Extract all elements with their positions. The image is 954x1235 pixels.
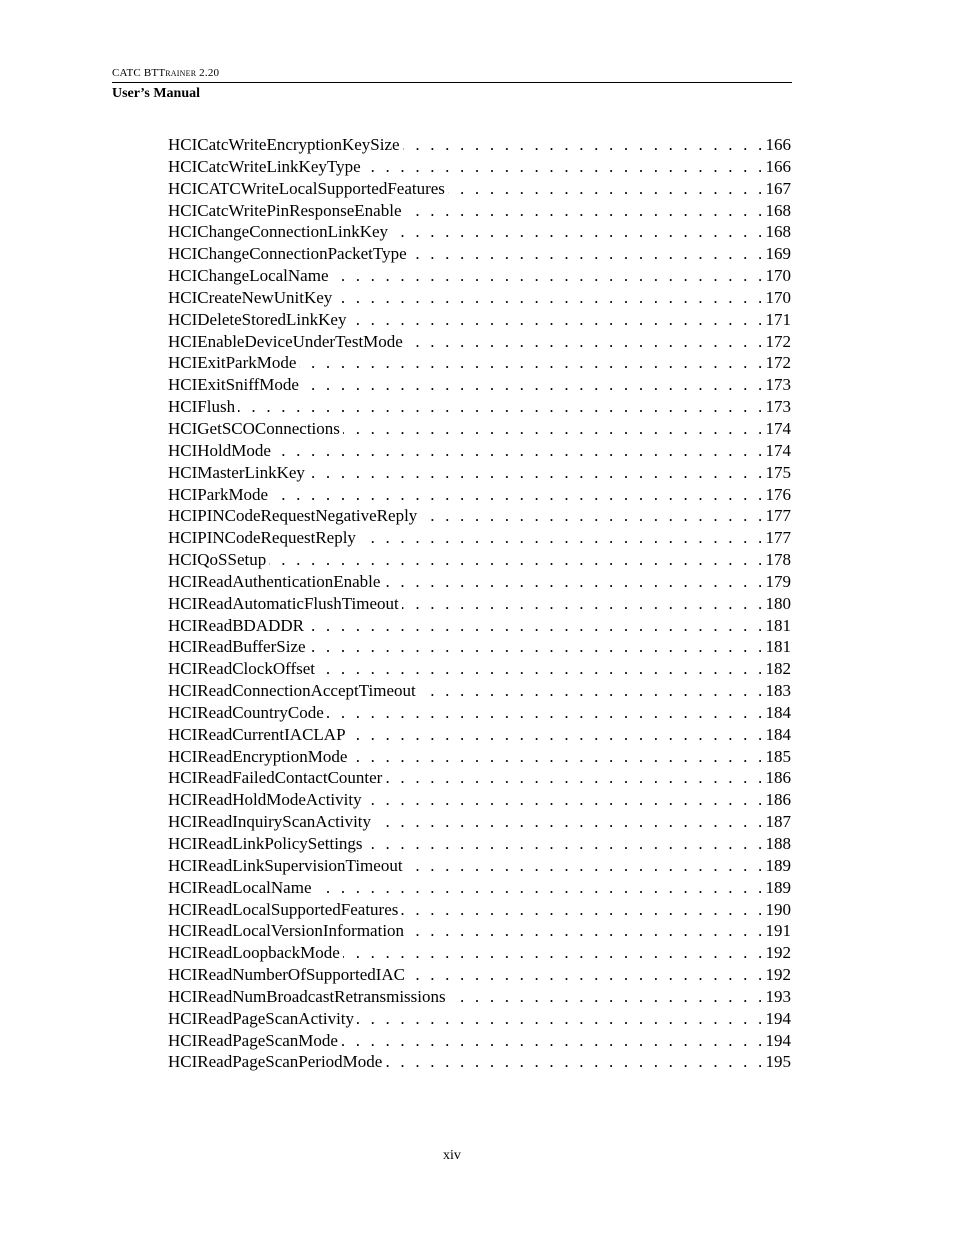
toc-entry-title[interactable]: HCIReadFailedContactCounter <box>168 768 383 788</box>
toc-entry-page-number[interactable]: 173 <box>765 397 791 417</box>
toc-entry-page-number[interactable]: 194 <box>765 1030 791 1050</box>
toc-entry-title[interactable]: HCIExitParkMode <box>168 353 297 373</box>
toc-entry-title[interactable]: HCIReadLocalName <box>168 877 312 897</box>
toc-entry-page-number[interactable]: 177 <box>765 528 791 548</box>
product-name-smallcaps: rainer <box>165 67 197 79</box>
toc-entry[interactable] <box>168 702 791 724</box>
toc-dot-leader <box>335 287 765 309</box>
toc-dot-leader <box>401 899 765 921</box>
toc-entry[interactable] <box>168 243 791 265</box>
toc-dot-leader <box>309 636 766 658</box>
toc-entry-title[interactable]: HCIReadLinkPolicySettings <box>168 834 363 853</box>
toc-entry-page-number[interactable]: 192 <box>765 965 791 985</box>
toc-dot-leader <box>383 571 765 593</box>
toc-entry-title[interactable]: HCIReadLoopbackMode <box>168 943 340 963</box>
toc-entry-title[interactable]: HCIReadCountryCode <box>168 702 324 722</box>
manual-title: User’s Manual <box>112 86 201 101</box>
toc-entry[interactable] <box>168 964 791 986</box>
toc-dot-leader <box>406 855 766 877</box>
toc-entry-page-number[interactable]: 169 <box>765 244 791 264</box>
toc-entry[interactable] <box>168 855 791 877</box>
page-number: xiv <box>443 1148 461 1163</box>
toc-entry-page-number[interactable]: 194 <box>765 1008 791 1028</box>
toc-entry-title[interactable]: HCIReadBufferSize <box>168 637 306 657</box>
toc-entry-title[interactable]: HCICATCWriteLocalSupportedFeatures <box>168 178 445 198</box>
toc-dot-leader <box>271 484 765 506</box>
toc-entry-title[interactable]: HCIChangeConnectionLinkKey <box>168 222 389 242</box>
toc-entry-title[interactable]: HCIReadClockOffset <box>168 659 315 679</box>
toc-entry-title[interactable]: HCIReadPageScanPeriodMode <box>168 1052 383 1072</box>
toc-entry[interactable] <box>168 636 791 658</box>
toc-entry-title[interactable]: HCIReadPageScanActivity <box>168 1008 355 1028</box>
toc-entry-title[interactable]: HCIMasterLinkKey <box>168 462 305 482</box>
toc-entry[interactable] <box>168 724 791 746</box>
toc-entry[interactable] <box>168 265 791 287</box>
toc-entry-title[interactable]: HCICreateNewUnitKey <box>168 287 333 307</box>
toc-entry[interactable] <box>168 571 791 593</box>
toc-entry-page-number[interactable]: 173 <box>765 375 791 395</box>
toc-entry[interactable] <box>168 200 791 222</box>
toc-entry-page-number[interactable]: 175 <box>765 462 791 482</box>
toc-entry[interactable] <box>168 680 791 702</box>
toc-entry-page-number[interactable]: 171 <box>765 309 791 329</box>
product-name-prefix: CATC BTT <box>112 67 166 79</box>
toc-dot-leader <box>365 789 766 811</box>
toc-dot-leader <box>343 418 766 440</box>
toc-entry-page-number[interactable]: 190 <box>765 899 791 919</box>
toc-entry-title[interactable]: HCIReadLocalSupportedFeatures <box>168 899 399 919</box>
toc-entry-title[interactable]: HCIPINCodeRequestReply <box>168 528 356 548</box>
toc-entry-title[interactable]: HCIReadAutomaticFlushTimeout <box>168 593 399 613</box>
toc-dot-leader <box>404 200 765 222</box>
toc-dot-leader <box>274 440 766 462</box>
toc-dot-leader <box>359 527 766 549</box>
toc-entry-page-number[interactable]: 178 <box>765 550 791 570</box>
toc-entry[interactable] <box>168 1051 791 1073</box>
toc-entry-page-number[interactable]: 168 <box>765 222 791 242</box>
toc-entry-page-number[interactable]: 184 <box>765 724 791 744</box>
toc-dot-leader <box>407 920 765 942</box>
toc-entry-page-number[interactable]: 172 <box>765 331 791 351</box>
toc-entry-title[interactable]: HCIReadEncryptionMode <box>168 746 348 766</box>
toc-entry-page-number[interactable]: 166 <box>765 135 791 154</box>
toc-entry[interactable] <box>168 811 791 833</box>
toc-entry-title[interactable]: HCICatcWritePinResponseEnable <box>168 200 402 220</box>
toc-entry-page-number[interactable]: 195 <box>765 1052 791 1072</box>
toc-entry[interactable] <box>168 156 791 178</box>
toc-dot-leader <box>308 462 766 484</box>
toc-dot-leader <box>408 964 765 986</box>
product-name <box>112 66 792 80</box>
toc-entry[interactable] <box>168 615 791 637</box>
toc-entry[interactable] <box>168 658 791 680</box>
toc-entry-title[interactable]: HCICatcWriteEncryptionKeySize <box>168 135 400 154</box>
toc-entry[interactable] <box>168 1008 791 1030</box>
toc-entry-title[interactable]: HCIFlush <box>168 397 236 417</box>
toc-dot-leader <box>318 658 766 680</box>
toc-entry-title[interactable]: HCIReadPageScanMode <box>168 1030 338 1050</box>
toc-entry-page-number[interactable]: 181 <box>765 615 791 635</box>
toc-entry[interactable] <box>168 789 791 811</box>
toc-entry-page-number[interactable]: 181 <box>765 637 791 657</box>
toc-dot-leader <box>364 156 766 178</box>
table-of-contents <box>168 134 791 1073</box>
toc-entry-page-number[interactable]: 193 <box>765 986 791 1006</box>
toc-dot-leader <box>315 877 766 899</box>
toc-entry-page-number[interactable]: 184 <box>765 702 791 722</box>
toc-dot-leader <box>357 1008 765 1030</box>
toc-entry-page-number[interactable]: 170 <box>765 266 791 286</box>
toc-entry-page-number[interactable]: 185 <box>765 746 791 766</box>
toc-entry-title[interactable]: HCIGetSCOConnections <box>168 418 340 438</box>
toc-entry[interactable] <box>168 352 791 374</box>
toc-entry-title[interactable]: HCIQoSSetup <box>168 550 267 570</box>
toc-entry-title[interactable]: HCICatcWriteLinkKeyType <box>168 156 361 176</box>
toc-entry[interactable] <box>168 134 791 156</box>
toc-dot-leader <box>403 134 766 156</box>
toc-dot-leader <box>448 178 766 200</box>
toc-entry-title[interactable]: HCIReadNumBroadcastRetransmissions <box>168 986 446 1006</box>
toc-entry-page-number[interactable]: 189 <box>765 855 791 875</box>
toc-dot-leader <box>341 1030 766 1052</box>
toc-entry-page-number[interactable]: 188 <box>765 834 791 853</box>
toc-entry-page-number[interactable]: 174 <box>765 418 791 438</box>
toc-entry[interactable] <box>168 331 791 353</box>
toc-dot-leader <box>385 767 765 789</box>
toc-entry-title[interactable]: HCIReadAuthenticationEnable <box>168 571 381 591</box>
toc-entry-title[interactable]: HCIReadLocalVersionInformation <box>168 921 405 941</box>
toc-entry[interactable] <box>168 462 791 484</box>
toc-dot-leader <box>302 374 766 396</box>
toc-dot-leader <box>349 724 766 746</box>
toc-dot-leader <box>327 702 766 724</box>
toc-entry-page-number[interactable]: 187 <box>765 812 791 832</box>
toc-entry-page-number[interactable]: 191 <box>765 921 791 941</box>
toc-dot-leader <box>366 833 766 855</box>
toc-entry[interactable] <box>168 746 791 768</box>
toc-entry-page-number[interactable]: 172 <box>765 353 791 373</box>
toc-entry-title[interactable]: HCIReadInquiryScanActivity <box>168 812 372 832</box>
toc-dot-leader <box>406 331 766 353</box>
toc-entry-title[interactable]: HCIExitSniffMode <box>168 375 299 395</box>
toc-dot-leader <box>385 1051 765 1073</box>
toc-entry[interactable] <box>168 505 791 527</box>
toc-entry[interactable] <box>168 418 791 440</box>
toc-dot-leader <box>349 309 765 331</box>
toc-entry-page-number[interactable]: 182 <box>765 659 791 679</box>
toc-entry-page-number[interactable]: 186 <box>765 768 791 788</box>
toc-entry-title[interactable]: HCIParkMode <box>168 484 269 504</box>
toc-dot-leader <box>238 396 765 418</box>
toc-entry[interactable] <box>168 374 791 396</box>
toc-dot-leader <box>419 680 766 702</box>
toc-entry-title[interactable]: HCIPINCodeRequestNegativeReply <box>168 506 418 526</box>
toc-entry[interactable] <box>168 833 791 855</box>
toc-entry[interactable] <box>168 484 791 506</box>
toc-entry-page-number[interactable]: 177 <box>765 506 791 526</box>
toc-entry-page-number[interactable]: 168 <box>765 200 791 220</box>
toc-entry-title[interactable]: HCIReadBDADDR <box>168 615 304 635</box>
toc-entry-page-number[interactable]: 166 <box>765 156 791 176</box>
toc-entry-title[interactable]: HCIEnableDeviceUnderTestMode <box>168 331 403 351</box>
toc-entry[interactable] <box>168 440 791 462</box>
toc-dot-leader <box>420 505 765 527</box>
toc-entry-page-number[interactable]: 186 <box>765 790 791 810</box>
toc-entry-page-number[interactable]: 176 <box>765 484 791 504</box>
toc-entry-title[interactable]: HCIReadLinkSupervisionTimeout <box>168 855 403 875</box>
toc-entry-page-number[interactable]: 167 <box>765 178 791 198</box>
toc-entry[interactable] <box>168 920 791 942</box>
toc-dot-leader <box>410 243 766 265</box>
toc-entry-page-number[interactable]: 183 <box>765 681 791 701</box>
toc-dot-leader <box>307 615 766 637</box>
toc-entry-page-number[interactable]: 170 <box>765 287 791 307</box>
toc-entry-title[interactable]: HCIReadHoldModeActivity <box>168 790 362 810</box>
toc-dot-leader <box>402 593 766 615</box>
toc-entry[interactable] <box>168 942 791 964</box>
toc-entry-title[interactable]: HCIChangeConnectionPacketType <box>168 244 407 264</box>
toc-entry-page-number[interactable]: 192 <box>765 943 791 963</box>
toc-entry-title[interactable]: HCIHoldMode <box>168 440 271 460</box>
toc-entry[interactable] <box>168 527 791 549</box>
toc-entry-title[interactable]: HCIReadConnectionAcceptTimeout <box>168 681 416 701</box>
toc-dot-leader <box>269 549 765 571</box>
toc-entry[interactable] <box>168 287 791 309</box>
toc-entry[interactable] <box>168 178 791 200</box>
toc-dot-leader <box>374 811 765 833</box>
toc-entry[interactable] <box>168 221 791 243</box>
toc-entry[interactable] <box>168 986 791 1008</box>
toc-entry[interactable] <box>168 1030 791 1052</box>
toc-entry[interactable] <box>168 767 791 789</box>
header-rule <box>112 82 792 83</box>
toc-dot-leader <box>449 986 766 1008</box>
toc-dot-leader <box>391 221 765 243</box>
toc-dot-leader <box>343 942 766 964</box>
toc-entry[interactable] <box>168 396 791 418</box>
toc-entry[interactable] <box>168 549 791 571</box>
toc-entry-page-number[interactable]: 189 <box>765 877 791 897</box>
toc-entry-title[interactable]: HCIReadCurrentIACLAP <box>168 724 346 744</box>
toc-entry-page-number[interactable]: 180 <box>765 593 791 613</box>
toc-entry-title[interactable]: HCIReadNumberOfSupportedIAC <box>168 965 406 985</box>
toc-dot-leader <box>299 352 765 374</box>
toc-dot-leader <box>332 265 766 287</box>
toc-entry[interactable] <box>168 309 791 331</box>
toc-entry[interactable] <box>168 877 791 899</box>
toc-entry-page-number[interactable]: 179 <box>765 571 791 591</box>
product-version: 2.20 <box>196 67 220 79</box>
toc-entry-title[interactable]: HCIChangeLocalName <box>168 266 329 286</box>
toc-entry[interactable] <box>168 899 791 921</box>
toc-entry-title[interactable]: HCIDeleteStoredLinkKey <box>168 309 347 329</box>
running-header <box>112 66 792 101</box>
toc-entry[interactable] <box>168 593 791 615</box>
toc-entry-page-number[interactable]: 174 <box>765 440 791 460</box>
toc-dot-leader <box>350 746 765 768</box>
